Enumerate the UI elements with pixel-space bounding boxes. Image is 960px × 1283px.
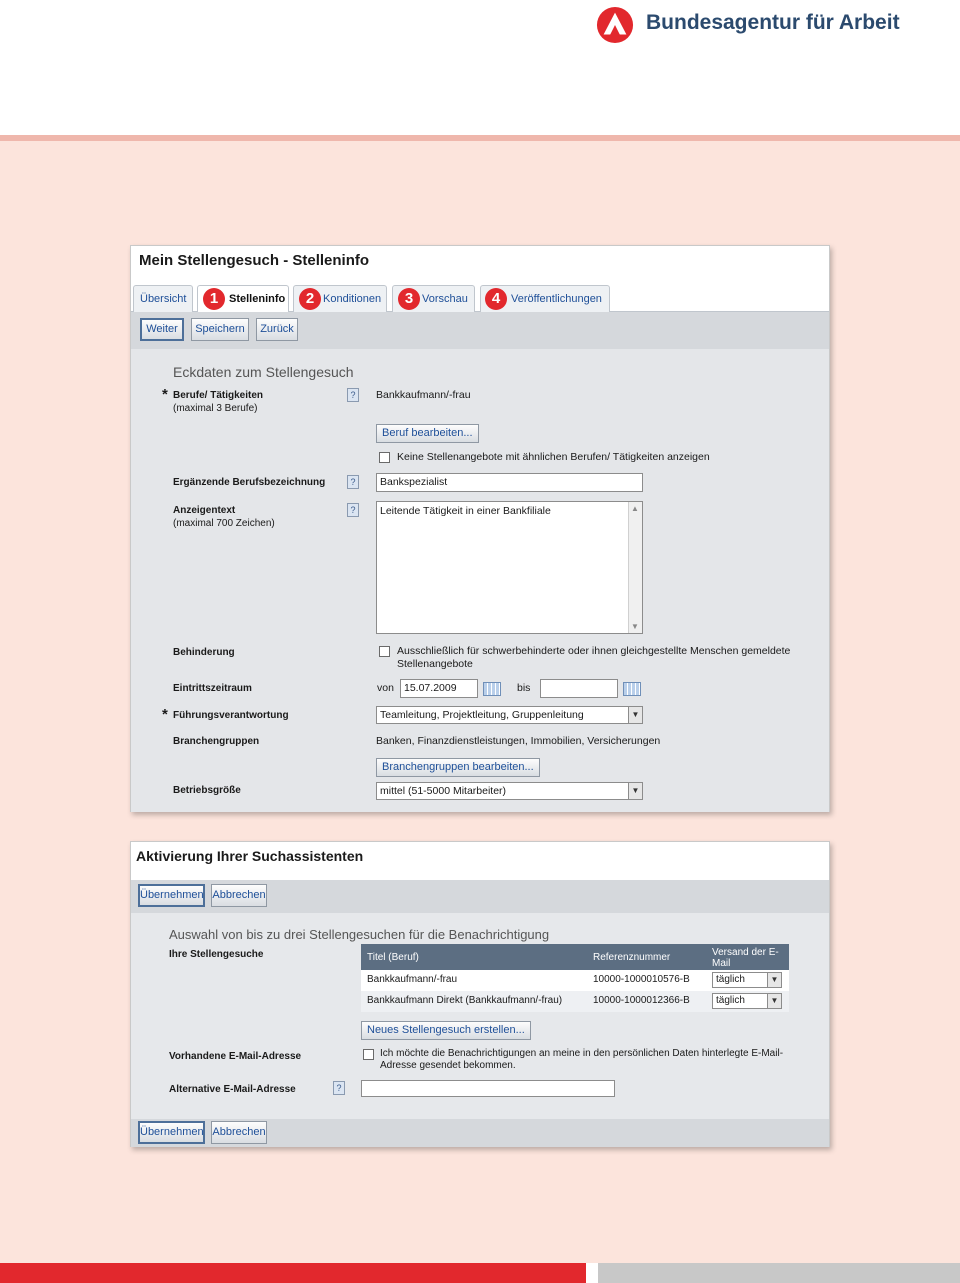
table-row[interactable] bbox=[361, 991, 789, 1012]
email-label: Vorhandene E-Mail-Adresse bbox=[169, 1051, 302, 1062]
anzeigentext-hint: (maximal 700 Zeichen) bbox=[173, 518, 275, 529]
branchen-value: Banken, Finanzdienstleistungen, Immobilien, Versicherungen bbox=[376, 735, 661, 747]
weiter-button[interactable]: Weiter bbox=[140, 318, 184, 341]
bis-label: bis bbox=[517, 682, 531, 694]
scroll-up-icon[interactable]: ▲ bbox=[631, 504, 639, 513]
eintritt-label: Eintrittszeitraum bbox=[173, 683, 252, 694]
abbrechen-button[interactable]: Abbrechen bbox=[211, 884, 267, 907]
eckdaten-form bbox=[131, 349, 829, 812]
branchen-bearbeiten-button[interactable]: Branchengruppen bearbeiten... bbox=[376, 758, 540, 777]
chevron-down-icon: ▼ bbox=[628, 707, 642, 723]
bis-date-input[interactable] bbox=[540, 679, 618, 698]
required-marker: * bbox=[162, 706, 168, 723]
schwerbehindert-checkbox[interactable] bbox=[379, 646, 390, 657]
abbrechen-button[interactable]: Abbrechen bbox=[211, 1121, 267, 1144]
berufe-value: Bankkaufmann/-frau bbox=[376, 389, 471, 401]
step-number-badge: 3 bbox=[398, 288, 420, 310]
ba-logo-icon bbox=[596, 6, 634, 44]
tab-stelleninfo[interactable] bbox=[197, 285, 289, 313]
betrieb-label: Betriebsgröße bbox=[173, 785, 241, 796]
betriebsgroesse-select[interactable] bbox=[376, 782, 643, 800]
footer-bar-gray bbox=[598, 1263, 960, 1283]
neues-stellengesuch-button[interactable]: Neues Stellengesuch erstellen... bbox=[361, 1021, 531, 1040]
berufe-label: Berufe/ Tätigkeiten bbox=[173, 390, 264, 401]
bottom-toolbar bbox=[131, 1119, 829, 1147]
tab-bar bbox=[131, 284, 829, 312]
textarea-scrollbar[interactable] bbox=[628, 502, 642, 633]
anzeigentext-textarea[interactable] bbox=[376, 501, 643, 634]
chevron-down-icon: ▼ bbox=[628, 783, 642, 799]
anzeigentext-value: Leitende Tätigkeit in einer Bankfiliale bbox=[380, 505, 551, 517]
zurueck-button[interactable]: Zurück bbox=[256, 318, 298, 341]
versand-selected: täglich bbox=[716, 995, 745, 1006]
table-row[interactable] bbox=[361, 970, 789, 991]
alt-email-label: Alternative E-Mail-Adresse bbox=[169, 1084, 296, 1095]
beruf-bearbeiten-button[interactable]: Beruf bearbeiten... bbox=[376, 424, 479, 443]
page-header bbox=[0, 0, 960, 135]
step-number-badge: 1 bbox=[203, 288, 225, 310]
panel-title: Aktivierung Ihrer Suchassistenten bbox=[136, 848, 364, 864]
tab-label: Veröffentlichungen bbox=[511, 293, 602, 305]
help-icon[interactable]: ? bbox=[347, 388, 359, 402]
help-icon[interactable]: ? bbox=[347, 475, 359, 489]
required-marker: * bbox=[162, 386, 168, 403]
uebernehmen-button[interactable]: Übernehmen bbox=[138, 884, 205, 907]
tab-label: Stelleninfo bbox=[229, 293, 286, 305]
fuehrung-label: Führungsverantwortung bbox=[173, 710, 289, 721]
chevron-down-icon: ▼ bbox=[767, 994, 781, 1008]
versand-select[interactable] bbox=[712, 993, 782, 1009]
action-toolbar bbox=[131, 312, 829, 349]
section-title: Auswahl von bis zu drei Stellengesuchen für die Benachrichtigung bbox=[169, 927, 550, 942]
ergaenzende-input[interactable]: Bankspezialist bbox=[376, 473, 643, 492]
tab-label: Konditionen bbox=[323, 293, 382, 305]
row-titel: Bankkaufmann Direkt (Bankkaufmann/-frau) bbox=[367, 995, 563, 1006]
keine-aehnlichen-checkbox[interactable] bbox=[379, 452, 390, 463]
row-referenz: 10000-1000012366-B bbox=[593, 995, 690, 1006]
col-versand-2: Mail bbox=[712, 958, 731, 969]
branchen-label: Branchengruppen bbox=[173, 736, 260, 747]
suchassistent-panel bbox=[130, 841, 830, 1147]
calendar-icon[interactable] bbox=[623, 682, 641, 696]
table-header bbox=[361, 944, 789, 970]
stellengesuche-label: Ihre Stellengesuche bbox=[169, 949, 264, 960]
calendar-icon[interactable] bbox=[483, 682, 501, 696]
help-icon[interactable]: ? bbox=[333, 1081, 345, 1095]
scroll-down-icon[interactable]: ▼ bbox=[631, 622, 639, 631]
tab-uebersicht[interactable] bbox=[133, 285, 193, 312]
col-versand-1: Versand der E- bbox=[712, 947, 779, 958]
step-number-badge: 2 bbox=[299, 288, 321, 310]
brand-name: Bundesagentur für Arbeit bbox=[646, 11, 900, 34]
von-label: von bbox=[377, 682, 394, 694]
speichern-button[interactable]: Speichern bbox=[191, 318, 249, 341]
email-checkbox-label-2: Adresse gesendet bekommen. bbox=[380, 1060, 516, 1071]
versand-select[interactable] bbox=[712, 972, 782, 988]
row-referenz: 10000-1000010576-B bbox=[593, 974, 690, 985]
stellengesuch-panel bbox=[130, 245, 830, 812]
action-toolbar bbox=[131, 880, 829, 913]
footer-bar-red bbox=[0, 1263, 586, 1283]
col-referenz: Referenznummer bbox=[593, 952, 671, 963]
ergaenzende-label: Ergänzende Berufsbezeichnung bbox=[173, 477, 326, 488]
betriebsgroesse-selected: mittel (51-5000 Mitarbeiter) bbox=[380, 785, 507, 797]
step-number-badge: 4 bbox=[485, 288, 507, 310]
keine-aehnlichen-label: Keine Stellenangebote mit ähnlichen Berufen/ Tätigkeiten anzeigen bbox=[397, 451, 710, 463]
alt-email-input[interactable] bbox=[361, 1080, 615, 1097]
schwerbehindert-label-2: Stellenangebote bbox=[397, 658, 473, 670]
benachrichtigung-form bbox=[131, 913, 829, 1119]
row-titel: Bankkaufmann/-frau bbox=[367, 974, 458, 985]
email-checkbox[interactable] bbox=[363, 1049, 374, 1060]
tab-veroeffentlichungen[interactable] bbox=[480, 285, 610, 312]
section-title: Eckdaten zum Stellengesuch bbox=[173, 364, 354, 380]
tab-label: Vorschau bbox=[422, 293, 468, 305]
uebernehmen-button[interactable]: Übernehmen bbox=[138, 1121, 205, 1144]
fuehrung-selected: Teamleitung, Projektleitung, Gruppenleitung bbox=[380, 709, 584, 721]
help-icon[interactable]: ? bbox=[347, 503, 359, 517]
tab-vorschau[interactable] bbox=[392, 285, 475, 312]
berufe-hint: (maximal 3 Berufe) bbox=[173, 403, 258, 414]
behinderung-label: Behinderung bbox=[173, 647, 235, 658]
anzeigentext-label: Anzeigentext bbox=[173, 505, 236, 516]
schwerbehindert-label-1: Ausschließlich für schwerbehinderte oder ihnen gleichgestellte Menschen gemeldete bbox=[397, 645, 791, 657]
von-date-input[interactable]: 15.07.2009 bbox=[400, 679, 478, 698]
email-checkbox-label-1: Ich möchte die Benachrichtigungen an meine in den persönlichen Daten hinterlegte E-Mail- bbox=[380, 1048, 784, 1059]
panel-title: Mein Stellengesuch - Stelleninfo bbox=[139, 252, 370, 269]
fuehrung-select[interactable] bbox=[376, 706, 643, 724]
col-titel: Titel (Beruf) bbox=[367, 952, 419, 963]
tab-label: Übersicht bbox=[140, 293, 187, 305]
tab-konditionen[interactable] bbox=[293, 285, 387, 312]
chevron-down-icon: ▼ bbox=[767, 973, 781, 987]
versand-selected: täglich bbox=[716, 974, 745, 985]
